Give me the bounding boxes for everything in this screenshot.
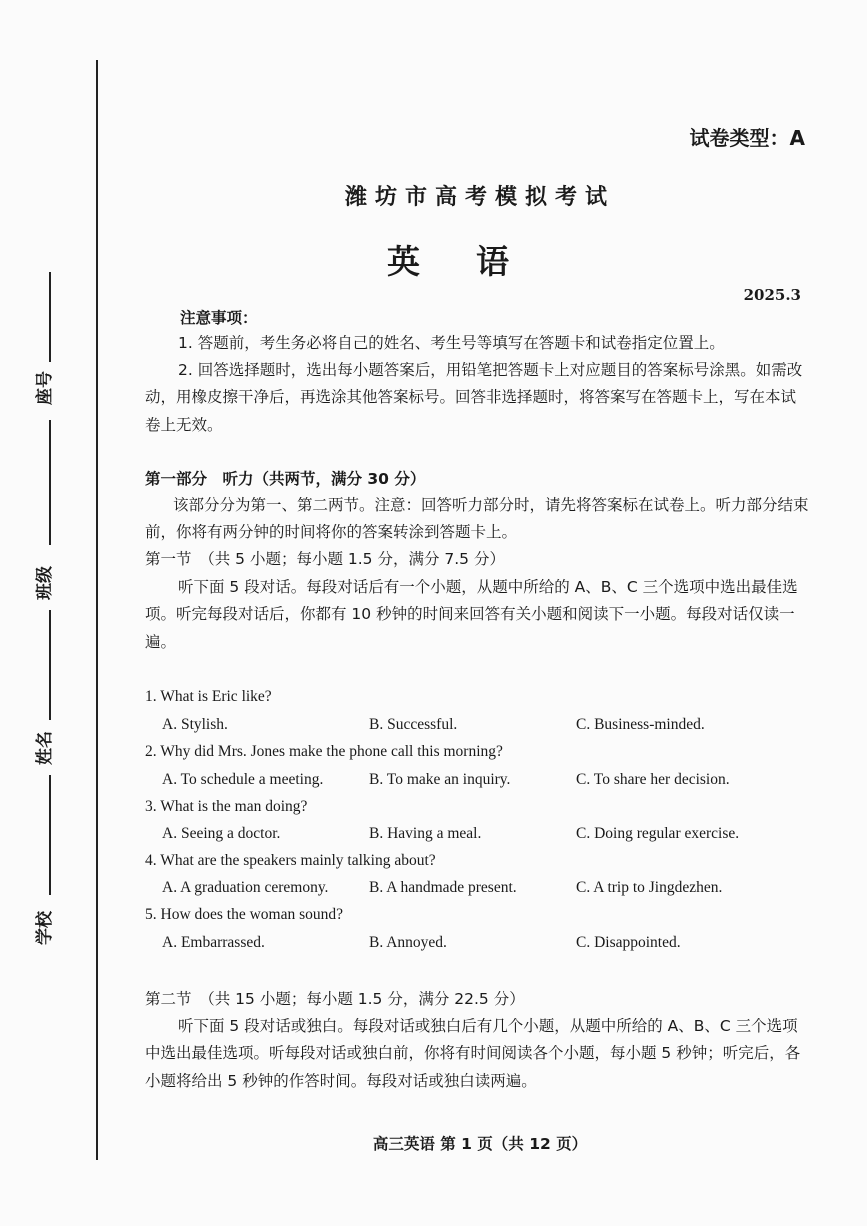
binding-line	[96, 60, 98, 1160]
exam-title: 潍坊市高考模拟考试	[344, 185, 615, 210]
option-a: A. Embarrassed.	[162, 934, 265, 951]
seat-rule	[49, 272, 51, 362]
option-c: C. Disappointed.	[576, 934, 681, 951]
part1-description: 该部分分为第一、第二两节。注意：回答听力部分时，请先将答案标在试卷上。听力部分结束前，你将有两分钟的时间将你的答案转涂到答题卡上。	[145, 496, 809, 542]
notice-item: 1. 答题前，考生务必将自己的姓名、考生号等填写在答题卡和试卷指定位置上。	[178, 334, 725, 352]
part1-heading: 第一部分 听力（共两节，满分 30 分）	[145, 470, 426, 488]
section1-heading: 第一节 （共 5 小题；每小题 1.5 分，满分 7.5 分）	[145, 550, 505, 568]
option-a: A. A graduation ceremony.	[162, 879, 329, 896]
question-stem: 5. How does the woman sound?	[145, 906, 344, 923]
exam-type: 试卷类型：A	[689, 126, 805, 150]
name-rule	[49, 610, 51, 720]
school-label: 学校	[35, 911, 55, 945]
option-a: A. Seeing a doctor.	[162, 825, 281, 842]
option-b: B. Having a meal.	[369, 825, 482, 842]
page-footer: 高三英语 第 1 页（共 12 页）	[372, 1135, 588, 1153]
option-c: C. Business-minded.	[576, 716, 705, 733]
subject-title: 英语	[387, 242, 565, 281]
question-stem: 1. What is Eric like?	[145, 688, 272, 705]
section1-description: 听下面 5 段对话。每段对话后有一个小题，从题中所给的 A、B、C 三个选项中选出最佳选项。听完每段对话后，你都有 10 秒钟的时间来回答有关小题和阅读下一小题。每段对话仅读一遍。	[145, 578, 798, 651]
name-label: 姓名	[35, 731, 55, 765]
option-b: B. A handmade present.	[369, 879, 517, 896]
seat-label: 座号	[35, 371, 55, 405]
school-rule	[49, 775, 51, 895]
option-c: C. To share her decision.	[576, 771, 730, 788]
option-b: B. To make an inquiry.	[369, 771, 511, 788]
class-rule	[49, 420, 51, 545]
option-a: A. To schedule a meeting.	[162, 771, 324, 788]
option-b: B. Annoyed.	[369, 934, 447, 951]
option-b: B. Successful.	[369, 716, 458, 733]
question-stem: 2. Why did Mrs. Jones make the phone call this morning?	[145, 743, 503, 760]
notice-item: 2. 回答选择题时，选出每小题答案后，用铅笔把答题卡上对应题目的答案标号涂黑。如需改动，用橡皮擦干净后，再选涂其他答案标号。回答非选择题时，将答案写在答题卡上，写在本试卷上无效。	[145, 361, 803, 434]
notice-heading: 注意事项：	[180, 309, 258, 327]
question-stem: 3. What is the man doing?	[145, 798, 308, 815]
option-c: C. Doing regular exercise.	[576, 825, 740, 842]
section2-heading: 第二节 （共 15 小题；每小题 1.5 分，满分 22.5 分）	[145, 990, 525, 1008]
class-label: 班级	[35, 566, 55, 600]
section2-description: 听下面 5 段对话或独白。每段对话或独白后有几个小题，从题中所给的 A、B、C 三个选项中选出最佳选项。听每段对话或独白前，你将有时间阅读各个小题，每小题 5 秒钟；听完后，各小题将给出 5 秒钟的作答时间。每段对话或独白读两遍。	[145, 1017, 801, 1090]
option-a: A. Stylish.	[162, 716, 228, 733]
option-c: C. A trip to Jingdezhen.	[576, 879, 723, 896]
question-stem: 4. What are the speakers mainly talking about?	[145, 852, 436, 869]
exam-date: 2025.3	[743, 286, 801, 304]
